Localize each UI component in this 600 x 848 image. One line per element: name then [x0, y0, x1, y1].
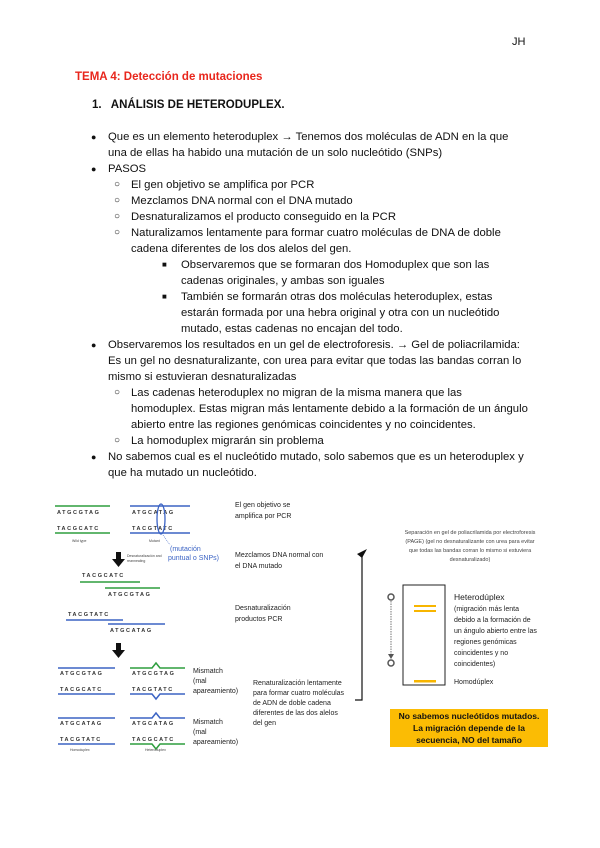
bullet-icon: ●: [91, 132, 97, 142]
svg-text:el DNA mutado: el DNA mutado: [235, 563, 283, 570]
duplex-row-1: [58, 663, 238, 699]
note-line: La migración depende de la: [413, 723, 525, 733]
svg-text:(mal: (mal: [193, 729, 207, 736]
svg-text:TACGCATC: TACGCATC: [82, 573, 125, 579]
svg-text:Mezclamos DNA normal con: Mezclamos DNA normal con: [235, 552, 324, 559]
svg-text:amplifica por PCR: amplifica por PCR: [235, 513, 292, 520]
svg-text:ATGCATAG: ATGCATAG: [132, 721, 175, 727]
svg-text:Heterodúplex: Heterodúplex: [454, 592, 505, 602]
section-number: 1.: [92, 99, 102, 111]
svg-text:ATGCATAG: ATGCATAG: [110, 628, 153, 634]
svg-text:ATGCGTAG: ATGCGTAG: [60, 671, 104, 677]
svg-text:TACGTATC: TACGTATC: [132, 526, 174, 532]
list-text: Que es un elemento heteroduplex → Tenemos dos moléculas de ADN en la que una de ellas ha habido una mutación de un solo nucleótido (SNPs): [108, 131, 509, 159]
svg-text:TACGTATC: TACGTATC: [68, 612, 110, 618]
svg-text:reannealing: reannealing: [127, 559, 146, 563]
list-text: No sabemos cual es el nucleótido mutado, solo sabemos que es un heteroduplex y que ha mutado un nucleótido.: [108, 451, 524, 479]
note-box: [390, 709, 548, 747]
svg-text:El gen objetivo se: El gen objetivo se: [235, 502, 291, 509]
list-text: La homoduplex migrarán sin problema: [131, 435, 324, 447]
svg-text:diferentes de las dos alelos: diferentes de las dos alelos: [253, 710, 338, 717]
list-text: Desnaturalizamos el producto conseguido en la PCR: [131, 211, 396, 223]
svg-text:puntual o SNPs): puntual o SNPs): [168, 555, 219, 562]
svg-text:debido a la formación de: debido a la formación de: [454, 617, 531, 624]
svg-text:del gen: del gen: [253, 720, 276, 727]
svg-text:Homoduplex: Homoduplex: [70, 748, 90, 752]
gel: [388, 585, 445, 685]
homoduplex-band: [414, 680, 436, 683]
heteroduplex-band: [414, 610, 436, 612]
svg-text:de ADN de doble cadena: de ADN de doble cadena: [253, 700, 331, 707]
svg-text:(PAGE) (gel no desnaturalizant: (PAGE) (gel no desnaturalizante con urea para evitar: [405, 539, 535, 545]
svg-text:Homodúplex: Homodúplex: [454, 679, 494, 686]
svg-text:Mismatch: Mismatch: [193, 668, 223, 675]
svg-text:coincidentes y no: coincidentes y no: [454, 650, 509, 657]
circle-bullet-icon: ○: [114, 211, 121, 222]
square-bullet-icon: ■: [162, 260, 167, 269]
list-text: Las cadenas heteroduplex no migran de la misma manera que las homoduplex. Estas migran más lentamente debido a la formación de un ángulo abierto entre las regiones genómicas coincidentes y no coincidentes.: [131, 387, 528, 431]
circle-bullet-icon: ○: [114, 179, 121, 190]
note-line: secuencia, NO del tamaño: [416, 735, 522, 745]
list-text: También se formarán otras dos moléculas heteroduplex, estas estarán formada por una hebra original y otra con un nucleótido mutado, estas cadenas no encajan del todo.: [181, 291, 500, 335]
bullet-icon: ●: [91, 452, 97, 462]
electrode-icon: [388, 660, 394, 666]
svg-text:productos PCR: productos PCR: [235, 616, 283, 623]
svg-text:TACGTATC: TACGTATC: [132, 687, 174, 693]
list-text: Observaremos que se formaran dos Homoduplex que son las cadenas originales, y ambas son iguales: [181, 259, 490, 287]
dna-wild-type: [55, 506, 110, 543]
svg-text:Wild type: Wild type: [72, 539, 87, 543]
author-initials: JH: [512, 36, 526, 48]
svg-text:para formar cuatro moléculas: para formar cuatro moléculas: [253, 690, 345, 697]
svg-text:ATGCATAG: ATGCATAG: [60, 721, 103, 727]
svg-text:Renaturalización lentamente: Renaturalización lentamente: [253, 680, 342, 687]
down-arrow-icon: [112, 643, 125, 658]
svg-text:apareamiento): apareamiento): [193, 739, 239, 746]
svg-text:(mutación: (mutación: [170, 546, 201, 553]
flow-arrow: [355, 549, 367, 700]
svg-text:que todas las bandas corran lo: que todas las bandas corran lo mismo si estuviera: [408, 548, 532, 554]
svg-text:Mutant: Mutant: [149, 539, 160, 543]
list-text: PASOS: [108, 163, 147, 175]
svg-text:ATGCGTAG: ATGCGTAG: [132, 671, 176, 677]
svg-text:TACGCATC: TACGCATC: [57, 526, 100, 532]
svg-text:regiones genómicas: regiones genómicas: [454, 639, 517, 646]
svg-text:(migración más lenta: (migración más lenta: [454, 606, 519, 613]
heteroduplex-band: [414, 605, 436, 607]
svg-text:Mismatch: Mismatch: [193, 719, 223, 726]
electrode-icon: [388, 594, 394, 600]
note-line: No sabemos nucleótidos mutados.: [398, 711, 540, 721]
svg-text:apareamiento): apareamiento): [193, 688, 239, 695]
svg-text:ATGCGTAG: ATGCGTAG: [108, 592, 152, 598]
list-text: Mezclamos DNA normal con el DNA mutado: [131, 195, 353, 207]
bullet-icon: ●: [91, 164, 97, 174]
duplex-row-2: [58, 713, 238, 752]
list-text: El gen objetivo se amplifica por PCR: [131, 179, 315, 191]
svg-text:TACGCATC: TACGCATC: [60, 687, 103, 693]
list-text: Naturalizamos lentamente para formar cuatro moléculas de DNA de doble cadena diferentes de los dos alelos del gen.: [131, 227, 501, 255]
square-bullet-icon: ■: [162, 292, 167, 301]
section-title: ANÁLISIS DE HETERODUPLEX.: [110, 99, 285, 111]
circle-bullet-icon: ○: [114, 195, 121, 206]
svg-text:Heteroduplex: Heteroduplex: [145, 748, 166, 752]
svg-text:Separación en gel de poliacril: Separación en gel de poliacrilamida por electroforesis: [404, 530, 536, 536]
svg-text:Desnaturalización: Desnaturalización: [235, 605, 291, 612]
svg-text:TACGCATC: TACGCATC: [132, 737, 175, 743]
svg-text:ATGCGTAG: ATGCGTAG: [57, 510, 101, 516]
bullet-icon: ●: [91, 340, 97, 350]
document-title: TEMA 4: Detección de mutaciones: [75, 71, 263, 83]
svg-text:ATGCATAG: ATGCATAG: [132, 510, 175, 516]
circle-bullet-icon: ○: [114, 435, 121, 446]
list-text: Observaremos los resultados en un gel de electroforesis. → Gel de poliacrilamida: Es un gel no desnaturalizante, con urea para evitar que todas las bandas corran lo mismo si estuvieran desnaturalizadas: [108, 339, 522, 383]
svg-text:(mal: (mal: [193, 678, 207, 685]
svg-text:coincidentes): coincidentes): [454, 661, 496, 668]
down-arrow-icon: [112, 552, 125, 567]
svg-text:TACGTATC: TACGTATC: [60, 737, 102, 743]
circle-bullet-icon: ○: [114, 387, 121, 398]
svg-text:Desnaturalización and: Desnaturalización and: [127, 554, 162, 558]
svg-text:desnaturalizado): desnaturalizado): [449, 557, 491, 563]
circle-bullet-icon: ○: [114, 227, 121, 238]
svg-text:un ángulo abierto entre las: un ángulo abierto entre las: [454, 628, 537, 635]
